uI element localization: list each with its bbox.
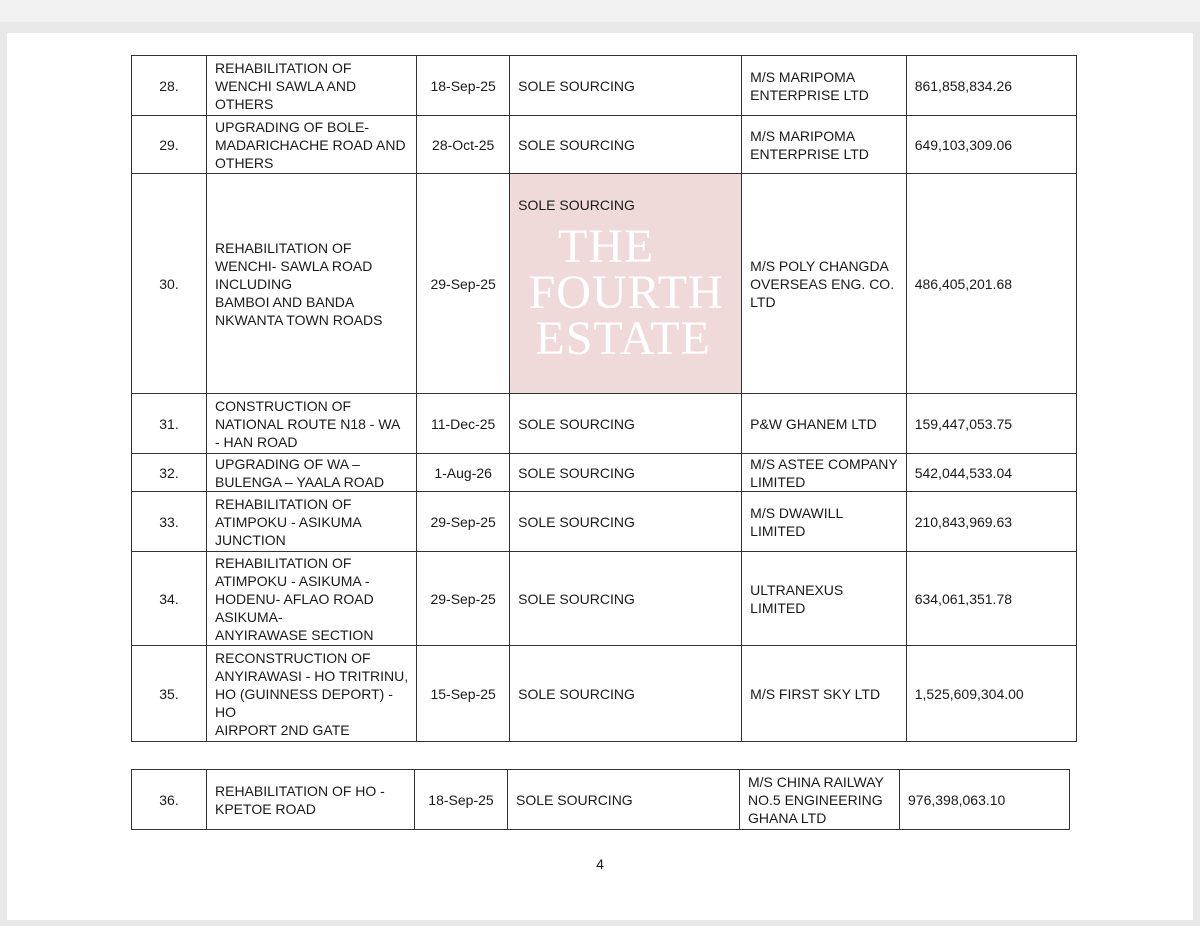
viewer-top-bar: [0, 0, 1200, 22]
contractor: ULTRANEXUS LIMITED: [742, 552, 907, 646]
table-row: [132, 770, 1070, 830]
document-page: [7, 33, 1193, 920]
contracts-table: [131, 55, 1077, 742]
award-date: 1-Aug-26: [417, 454, 510, 492]
contract-amount: 649,103,309.06: [906, 116, 1076, 174]
award-date: 29-Sep-25: [417, 174, 510, 394]
table-row: [132, 174, 1077, 394]
row-number: 29.: [132, 116, 207, 174]
award-date: 29-Sep-25: [417, 492, 510, 552]
procurement-method: SOLE SOURCING: [510, 552, 742, 646]
contract-amount: 976,398,063.10: [900, 770, 1070, 830]
project-description: REHABILITATION OF ATIMPOKU - ASIKUMA JUNCTION: [207, 492, 417, 552]
row-number: 31.: [132, 394, 207, 454]
contract-amount: 486,405,201.68: [906, 174, 1076, 394]
award-date: 15-Sep-25: [417, 646, 510, 742]
procurement-method: SOLE SOURCING: [510, 454, 742, 492]
table-row: [132, 492, 1077, 552]
contracts-table-continued: [131, 769, 1070, 830]
row-number: 32.: [132, 454, 207, 492]
contractor: P&W GHANEM LTD: [742, 394, 907, 454]
project-description: CONSTRUCTION OF NATIONAL ROUTE N18 - WA - HAN ROAD: [207, 394, 417, 454]
table-row: [132, 116, 1077, 174]
contract-amount: 634,061,351.78: [906, 552, 1076, 646]
award-date: 28-Oct-25: [417, 116, 510, 174]
contract-amount: 159,447,053.75: [906, 394, 1076, 454]
procurement-method: SOLE SOURCING: [510, 394, 742, 454]
contractor: M/S ASTEE COMPANY LIMITED: [742, 454, 907, 492]
procurement-method: SOLE SOURCING: [510, 492, 742, 552]
project-description: RECONSTRUCTION OF ANYIRAWASI - HO TRITRINU, HO (GUINNESS DEPORT) - HO AIRPORT 2ND GATE: [207, 646, 417, 742]
page-number: 4: [596, 856, 604, 872]
procurement-method: SOLE SOURCING: [510, 116, 742, 174]
procurement-method: SOLE SOURCING: [510, 646, 742, 742]
row-number: 33.: [132, 492, 207, 552]
contractor: M/S POLY CHANGDA OVERSEAS ENG. CO. LTD: [742, 174, 907, 394]
procurement-method-watermarked: [510, 174, 742, 394]
project-description: UPGRADING OF BOLE- MADARICHACHE ROAD AND OTHERS: [207, 116, 417, 174]
contractor: M/S MARIPOMA ENTERPRISE LTD: [742, 56, 907, 116]
contractor: M/S MARIPOMA ENTERPRISE LTD: [742, 116, 907, 174]
award-date: 18-Sep-25: [417, 56, 510, 116]
table-row: [132, 552, 1077, 646]
contractor: M/S DWAWILL LIMITED: [742, 492, 907, 552]
row-number: 28.: [132, 56, 207, 116]
award-date: 29-Sep-25: [417, 552, 510, 646]
row-number: 30.: [132, 174, 207, 394]
contract-amount: 861,858,834.26: [906, 56, 1076, 116]
row-number: 35.: [132, 646, 207, 742]
project-description: UPGRADING OF WA – BULENGA – YAALA ROAD: [207, 454, 417, 492]
project-description: REHABILITATION OF HO - KPETOE ROAD: [207, 770, 415, 830]
project-description: REHABILITATION OF WENCHI- SAWLA ROAD INCLUDING BAMBOI AND BANDA NKWANTA TOWN ROADS: [207, 174, 417, 394]
award-date: 11-Dec-25: [417, 394, 510, 454]
procurement-method: SOLE SOURCING: [518, 196, 635, 213]
table-row: [132, 394, 1077, 454]
contract-amount: 542,044,533.04: [906, 454, 1076, 492]
contractor: M/S FIRST SKY LTD: [742, 646, 907, 742]
project-description: REHABILITATION OF ATIMPOKU - ASIKUMA - HODENU- AFLAO ROAD ASIKUMA- ANYIRAWASE SECTION: [207, 552, 417, 646]
table-row: [132, 646, 1077, 742]
row-number: 34.: [132, 552, 207, 646]
procurement-method: SOLE SOURCING: [510, 56, 742, 116]
row-number: 36.: [132, 770, 207, 830]
contract-amount: 1,525,609,304.00: [906, 646, 1076, 742]
contractor: M/S CHINA RAILWAY NO.5 ENGINEERING GHANA LTD: [740, 770, 900, 830]
award-date: 18-Sep-25: [415, 770, 508, 830]
procurement-method: SOLE SOURCING: [508, 770, 740, 830]
table-row: [132, 56, 1077, 116]
watermark-text: THE FOURTH ESTATE: [528, 220, 724, 365]
table-row: [132, 454, 1077, 492]
project-description: REHABILITATION OF WENCHI SAWLA AND OTHERS: [207, 56, 417, 116]
contract-amount: 210,843,969.63: [906, 492, 1076, 552]
